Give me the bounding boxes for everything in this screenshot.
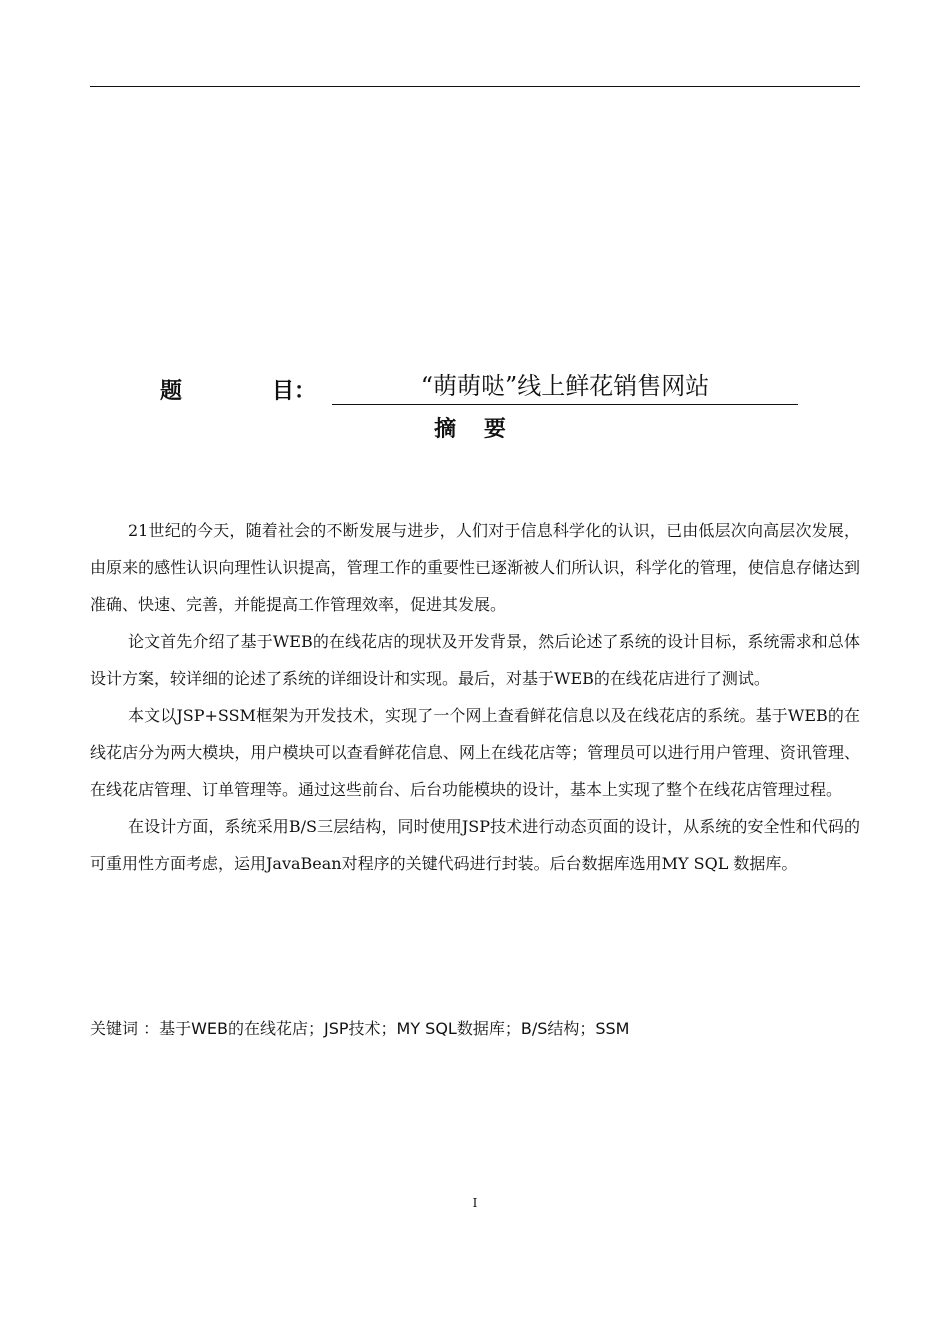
abstract-paragraph: 在设计方面，系统采用B/S三层结构，同时使用JSP技术进行动态页面的设计，从系统的安全性和代码的可重用性方面考虑，运用JavaBean对程序的关键代码进行封装。后台数据库选用MY SQL 数据库。 — [90, 817, 860, 873]
abstract-paragraph: 论文首先介绍了基于WEB的在线花店的现状及开发背景，然后论述了系统的设计目标，系统需求和总体设计方案，较详细的论述了系统的详细设计和实现。最后，对基于WEB的在线花店进行了测试。 — [90, 632, 860, 688]
abstract-heading: 摘 要 — [434, 417, 516, 442]
title-label: 题 — [160, 379, 183, 404]
title-label-colon: 目： — [272, 379, 317, 404]
title-row — [90, 366, 860, 406]
abstract-paragraph: 本文以JSP+SSM框架为开发技术，实现了一个网上查看鲜花信息以及在线花店的系统。基于WEB的在线花店分为两大模块，用户模块可以查看鲜花信息、网上在线花店等；管理员可以进行用户管理、资讯管理、在线花店管理、订单管理等。通过这些前台、后台功能模块的设计，基本上实现了整个在线花店管理过程。 — [90, 706, 860, 799]
abstract-paragraph: 21世纪的今天，随着社会的不断发展与进步，人们对于信息科学化的认识，已由低层次向高层次发展，由原来的感性认识向理性认识提高，管理工作的重要性已逐渐被人们所认识，科学化的管理，使信息存储达到准确、快速、完善，并能提高工作管理效率，促进其发展。 — [90, 521, 860, 614]
page-number: I — [472, 1196, 478, 1210]
header-rule — [90, 86, 860, 87]
abstract-body — [90, 512, 860, 882]
thesis-title: “萌萌哒”线上鲜花销售网站 — [332, 368, 798, 405]
keywords-line: 关键词 ：基于WEB的在线花店；JSP技术；MY SQL数据库；B/S结构；SSM — [90, 1019, 630, 1038]
